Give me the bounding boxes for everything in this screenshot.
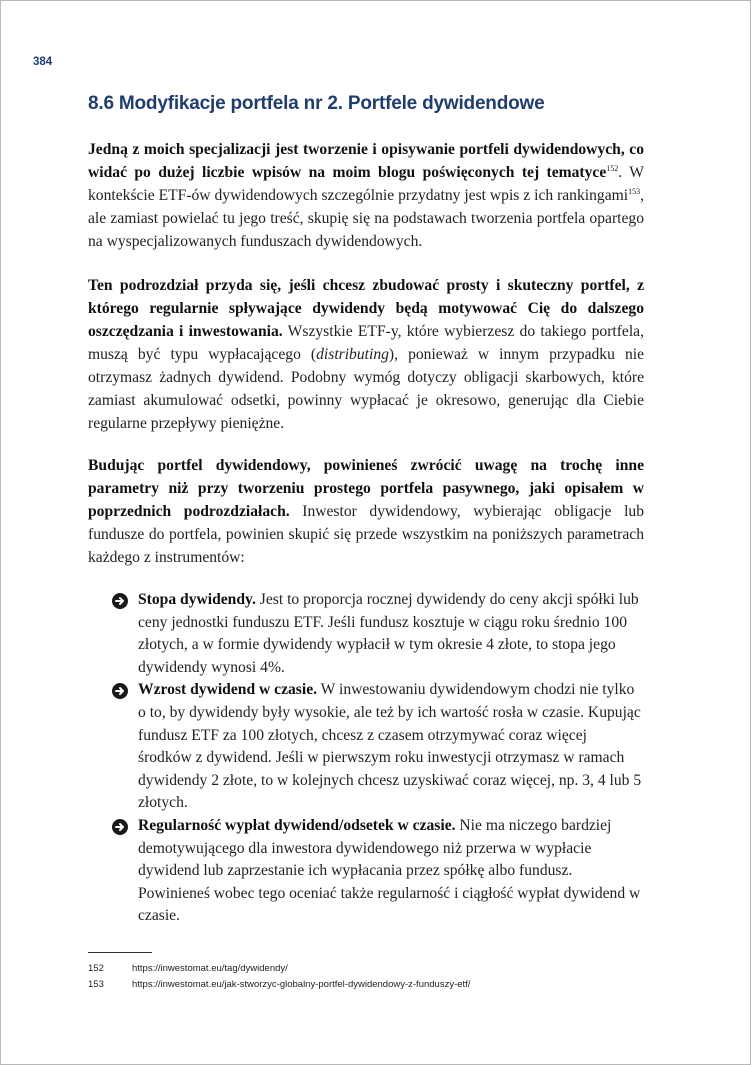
footnote-divider [88,952,152,953]
purpose-text: Wszystkie ETF-y, które wybierzesz do takiego portfela, muszą być typu wypłacającego ( [88,323,644,363]
intro-text: . W kontekście ETF-ów dywidendowych szczególnie przydatny jest wpis z ich rankingami [88,164,645,204]
list-item [112,679,644,815]
footnote-ref-152[interactable]: 152 [606,164,619,173]
paragraph-parameters [88,454,644,569]
footnote-ref-153[interactable]: 153 [628,187,641,196]
parameters-bold-lead: Budując portfel dywidendowy, powinieneś zwrócić uwagę na trochę inne parametry niż przy tworzeniu prostego portfela pasywnego, jaki opisałem w poprzednich podrozdziałach. [88,457,644,520]
intro-text-end: , ale zamiast powielać tu jego treść, skupię się na podstawach tworzenia portfela opartego na wyspecjalizowanych funduszach dywidendowych. [88,187,644,250]
list-item-title: Wzrost dywidend w czasie. [138,681,318,699]
page-number: 384 [33,56,53,68]
parameter-list [112,589,644,928]
list-item [112,589,644,679]
list-item [112,815,644,928]
footnote-152 [88,961,688,977]
footnote-153 [88,977,688,993]
intro-bold-lead: Jedną z moich specjalizacji jest tworzenie i opisywanie portfeli dywidendowych, co widać po dużej liczbie wpisów na moim blogu poświęconych tej tematyce [88,141,644,181]
footnotes [88,961,688,992]
purpose-text-end: ), ponieważ w innym przypadku nie otrzymasz żadnych dywidend. Podobny wymóg dotyczy obligacji skarbowych, które zamiast akumulować odsetki, powinny wypłacać je okresowo, generując dla Ciebie regularne przepływy pieniężne. [88,346,644,432]
footnote-number: 152 [88,963,104,974]
arrow-right-circle-icon [112,819,128,835]
purpose-italic-term: distributing [316,346,389,363]
section-title: 8.6 Modyfikacje portfela nr 2. Portfele dywidendowe [88,93,545,114]
list-item-text: W inwestowaniu dywidendowym chodzi nie tylko o to, by dywidendy były wysokie, ale też by ich wartość rosła w czasie. Kupując fundusz ETF za 100 złotych, chcesz z czasem otrzymywać coraz więcej środków z dywidend. Jeśli w pierwszym roku inwestycji otrzymasz w ramach dywidendy 2 złote, to w kolejnych chcesz uzyskiwać coraz więcej, np. 3, 4 lub 5 złotych. [138,681,642,812]
list-item-title: Regularność wypłat dywidend/odsetek w czasie. [138,816,456,834]
arrow-right-circle-icon [112,593,128,609]
paragraph-purpose [88,274,644,435]
footnote-link[interactable]: https://inwestomat.eu/jak-stworzyc-globalny-portfel-dywidendowy-z-funduszy-etf/ [132,978,471,990]
arrow-right-circle-icon [112,683,128,699]
parameters-text: Inwestor dywidendowy, wybierając obligacje lub fundusze do portfela, powinien skupić się przede wszystkim na poniższych parametrach każdego z instrumentów: [88,503,644,566]
list-item-title: Stopa dywidendy. [138,591,256,608]
footnote-number: 153 [88,978,104,990]
list-item-text: Jest to proporcja rocznej dywidendy do ceny akcji spółki lub ceny jednostki funduszu ETF. Jeśli fundusz kosztuje w ciągu roku średnio 100 złotych, a w formie dywidendy wypłacił w tym okresie 4 złote, to stopa jego dywidendy wynosi 4%. [138,591,639,676]
footnote-link[interactable]: https://inwestomat.eu/tag/dywidendy/ [132,963,288,974]
paragraph-intro [88,138,644,253]
list-item-text: Nie ma niczego bardziej demotywującego dla inwestora dywidendowego niż przerwa w wypłacie dywidend lub zaprzestanie ich wypłacania przez spółkę albo fundusz. Powinieneś wobec tego oceniać także regularność i ciągłość wypłat dywidend w czasie. [138,816,641,925]
purpose-bold-lead: Ten podrozdział przyda się, jeśli chcesz zbudować prosty i skuteczny portfel, z którego regularnie spływające dywidendy będą motywować Cię do dalszego oszczędzania i inwestowania. [88,277,644,340]
